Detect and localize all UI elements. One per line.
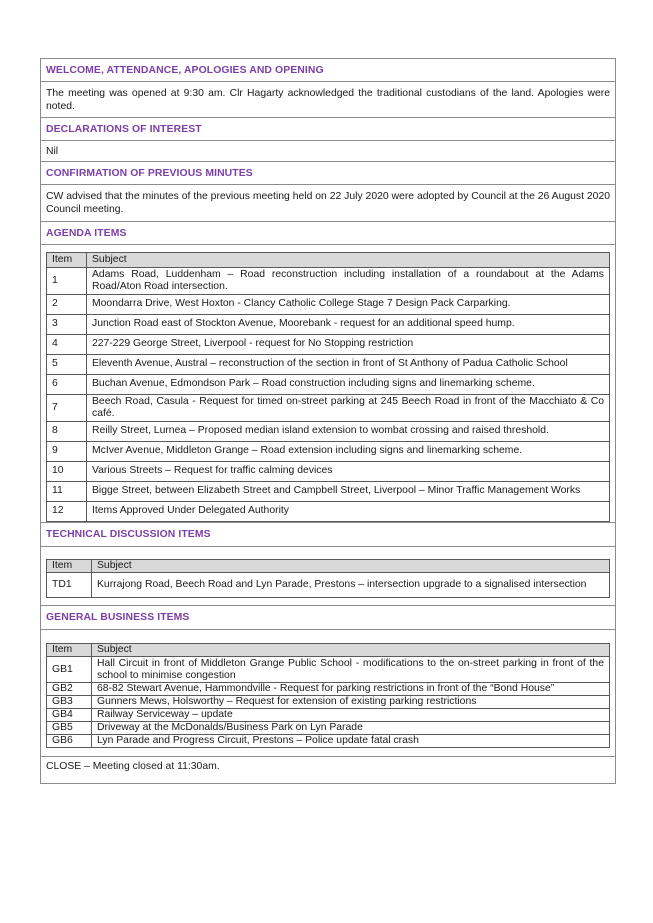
agenda-item-subject: Junction Road east of Stockton Avenue, Moorebank - request for an additional speed hump. bbox=[87, 315, 610, 335]
technical-table-header bbox=[47, 560, 610, 573]
declarations-heading bbox=[41, 118, 615, 141]
agenda-heading-text: AGENDA ITEMS bbox=[46, 227, 127, 239]
general-item-number: GB1 bbox=[47, 657, 92, 683]
minutes-heading bbox=[41, 162, 615, 185]
general-col-item: Item bbox=[47, 644, 92, 657]
agenda-table-header bbox=[47, 253, 610, 268]
technical-item-number: TD1 bbox=[47, 573, 92, 598]
agenda-item-number: 6 bbox=[47, 375, 87, 395]
agenda-item-number: 4 bbox=[47, 335, 87, 355]
general-table-header bbox=[47, 644, 610, 657]
agenda-item-subject: Beech Road, Casula - Request for timed on-street parking at 245 Beech Road in front of the Macchiato & Co café. bbox=[87, 395, 610, 422]
agenda-table bbox=[46, 252, 610, 522]
general-table bbox=[46, 643, 610, 748]
minutes-body: CW advised that the minutes of the previous meeting held on 22 July 2020 were adopted by Council at the 26 August 2020 Council meeting. bbox=[41, 185, 615, 222]
table-row bbox=[47, 482, 610, 502]
general-item-number: GB6 bbox=[47, 735, 92, 748]
table-row bbox=[47, 295, 610, 315]
general-heading bbox=[41, 606, 615, 630]
agenda-item-subject: Various Streets – Request for traffic calming devices bbox=[87, 462, 610, 482]
table-row bbox=[47, 395, 610, 422]
table-row bbox=[47, 709, 610, 722]
general-item-number: GB3 bbox=[47, 696, 92, 709]
agenda-item-number: 9 bbox=[47, 442, 87, 462]
agenda-item-number: 1 bbox=[47, 268, 87, 295]
table-row bbox=[47, 573, 610, 598]
general-item-number: GB5 bbox=[47, 722, 92, 735]
general-item-number: GB4 bbox=[47, 709, 92, 722]
technical-table bbox=[46, 559, 610, 598]
technical-item-subject: Kurrajong Road, Beech Road and Lyn Parade, Prestons – intersection upgrade to a signalised intersection bbox=[92, 573, 610, 598]
general-item-number: GB2 bbox=[47, 683, 92, 696]
agenda-item-number: 12 bbox=[47, 502, 87, 522]
technical-table-container bbox=[41, 547, 615, 606]
table-row bbox=[47, 696, 610, 709]
technical-heading-text: TECHNICAL DISCUSSION ITEMS bbox=[46, 529, 211, 540]
agenda-col-item: Item bbox=[47, 253, 87, 268]
minutes-heading-text: CONFIRMATION OF PREVIOUS MINUTES bbox=[46, 167, 253, 179]
agenda-item-subject: Buchan Avenue, Edmondson Park – Road construction including signs and linemarking scheme. bbox=[87, 375, 610, 395]
general-item-subject: Gunners Mews, Holsworthy – Request for extension of existing parking restrictions bbox=[92, 696, 610, 709]
table-row bbox=[47, 375, 610, 395]
table-row bbox=[47, 442, 610, 462]
agenda-heading bbox=[41, 222, 615, 245]
table-row bbox=[47, 335, 610, 355]
agenda-item-subject: 227-229 George Street, Liverpool - request for No Stopping restriction bbox=[87, 335, 610, 355]
general-item-subject: Railway Serviceway – update bbox=[92, 709, 610, 722]
agenda-item-number: 11 bbox=[47, 482, 87, 502]
welcome-heading-text: WELCOME, ATTENDANCE, APOLOGIES AND OPENING bbox=[46, 64, 324, 76]
agenda-table-container bbox=[41, 245, 615, 523]
welcome-body: The meeting was opened at 9:30 am. Clr Hagarty acknowledged the traditional custodians of the land. Apologies were noted. bbox=[41, 82, 615, 118]
agenda-item-number: 2 bbox=[47, 295, 87, 315]
table-row bbox=[47, 683, 610, 696]
table-row bbox=[47, 462, 610, 482]
agenda-col-subject: Subject bbox=[87, 253, 610, 268]
close-body: CLOSE – Meeting closed at 11:30am. bbox=[41, 757, 615, 784]
general-item-subject: 68-82 Stewart Avenue, Hammondville - Request for parking restrictions in front of the “Bond House” bbox=[92, 683, 610, 696]
agenda-item-subject: Reilly Street, Lurnea – Proposed median island extension to wombat crossing and raised threshold. bbox=[87, 422, 610, 442]
agenda-item-subject: McIver Avenue, Middleton Grange – Road extension including signs and linemarking scheme. bbox=[87, 442, 610, 462]
meeting-minutes-document bbox=[40, 58, 616, 784]
general-table-container bbox=[41, 630, 615, 757]
table-row bbox=[47, 502, 610, 522]
agenda-item-subject: Eleventh Avenue, Austral – reconstruction of the section in front of St Anthony of Padua Catholic School bbox=[87, 355, 610, 375]
agenda-item-number: 10 bbox=[47, 462, 87, 482]
declarations-heading-text: DECLARATIONS OF INTEREST bbox=[46, 123, 202, 135]
agenda-item-number: 5 bbox=[47, 355, 87, 375]
agenda-item-number: 7 bbox=[47, 395, 87, 422]
declarations-body: Nil bbox=[41, 141, 615, 162]
general-col-subject: Subject bbox=[92, 644, 610, 657]
general-heading-text: GENERAL BUSINESS ITEMS bbox=[46, 612, 190, 623]
agenda-item-subject: Adams Road, Luddenham – Road reconstruction including installation of a roundabout at the Adams Road/Aton Road intersection. bbox=[87, 268, 610, 295]
technical-col-item: Item bbox=[47, 560, 92, 573]
welcome-heading bbox=[41, 59, 615, 82]
table-row bbox=[47, 422, 610, 442]
general-item-subject: Driveway at the McDonalds/Business Park on Lyn Parade bbox=[92, 722, 610, 735]
agenda-item-subject: Moondarra Drive, West Hoxton - Clancy Catholic College Stage 7 Design Pack Carparking. bbox=[87, 295, 610, 315]
table-row bbox=[47, 722, 610, 735]
table-row bbox=[47, 315, 610, 335]
agenda-item-number: 3 bbox=[47, 315, 87, 335]
agenda-item-subject: Items Approved Under Delegated Authority bbox=[87, 502, 610, 522]
technical-col-subject: Subject bbox=[92, 560, 610, 573]
general-item-subject: Lyn Parade and Progress Circuit, Prestons – Police update fatal crash bbox=[92, 735, 610, 748]
table-row bbox=[47, 657, 610, 683]
table-row bbox=[47, 355, 610, 375]
table-row bbox=[47, 268, 610, 295]
table-row bbox=[47, 735, 610, 748]
agenda-item-number: 8 bbox=[47, 422, 87, 442]
technical-heading bbox=[41, 523, 615, 547]
agenda-item-subject: Bigge Street, between Elizabeth Street and Campbell Street, Liverpool – Minor Traffic Management Works bbox=[87, 482, 610, 502]
general-item-subject: Hall Circuit in front of Middleton Grange Public School - modifications to the on-street parking in front of the school to minimise congestion bbox=[92, 657, 610, 683]
